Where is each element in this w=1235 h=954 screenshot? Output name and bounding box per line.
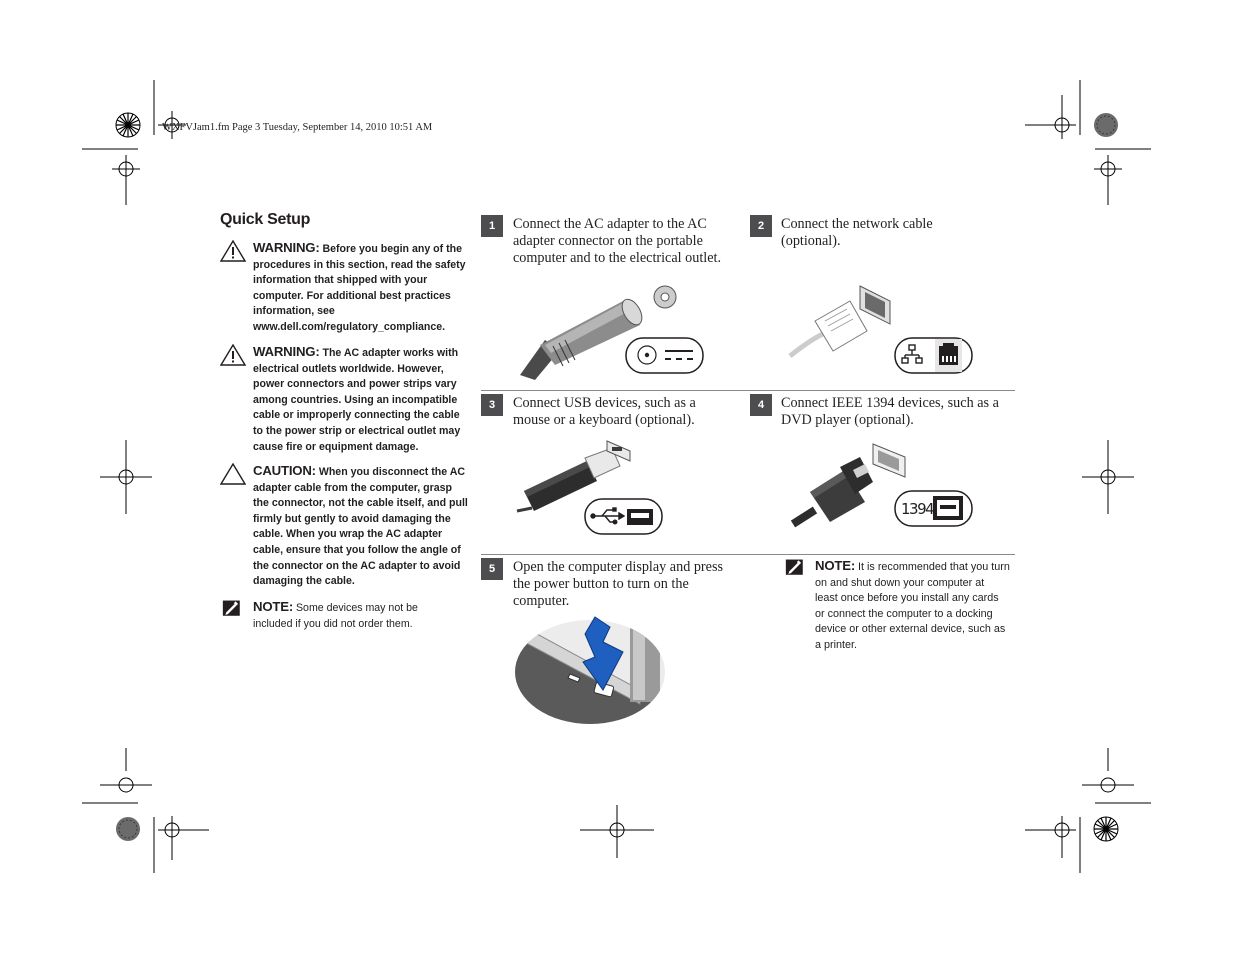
notice-text: Some devices may not be included if you did not order them.	[253, 602, 418, 630]
notice-label: NOTE:	[253, 599, 294, 614]
step-1-badge: 1	[481, 215, 503, 237]
step-2-text: Connect the network cable (optional).	[781, 216, 933, 249]
step-1-text: Connect the AC adapter to the AC adapter connector on the portable computer and to the electrical outlet.	[513, 216, 721, 266]
notice-text: Before you begin any of the procedures in this section, read the safety information that shipped with your computer. For additional best practices information, see www.dell.com/regulatory_compliance.	[253, 243, 466, 333]
notice-label: WARNING:	[253, 240, 320, 255]
row-divider-2	[481, 554, 1015, 555]
caution-notice	[220, 463, 470, 590]
ac-adapter-illustration	[515, 280, 715, 380]
step-3-badge: 3	[481, 394, 503, 416]
ieee1394-port-label: 1394	[901, 500, 934, 518]
step-2-badge: 2	[750, 215, 772, 237]
notice-text: It is recommended that you turn on and shut down your computer at least once before you install any cards or connect the computer to a docking device or other external device, such as a printer.	[815, 561, 1010, 651]
caution-triangle-icon	[220, 463, 246, 485]
section-title: Quick Setup	[220, 211, 311, 228]
step-4-text: Connect IEEE 1394 devices, such as a DVD player (optional).	[781, 395, 999, 428]
ieee1394-illustration	[785, 432, 985, 532]
note-notice	[220, 599, 460, 632]
power-button-illustration	[515, 612, 665, 727]
warning-notice-2	[220, 344, 470, 455]
right-note-notice	[785, 558, 1010, 654]
notice-label: WARNING:	[253, 344, 320, 359]
step-5-badge: 5	[481, 558, 503, 580]
notice-text: When you disconnect the AC adapter cable from the computer, grasp the connector, not the cable itself, and pull firmly but gently to avoid damaging the cable. When you wrap the AC adapter cable, ensure that you follow the angle of the connector on the AC adapter to avoid damaging the cable.	[253, 466, 468, 588]
warning-triangle-icon	[220, 344, 246, 366]
notice-label: NOTE:	[815, 558, 856, 573]
warning-triangle-icon	[220, 240, 246, 262]
usb-illustration	[512, 436, 672, 536]
pencil-note-icon	[785, 558, 807, 578]
file-info-header: WXFVJam1.fm Page 3 Tuesday, September 14, 2010 10:51 AM	[162, 122, 433, 133]
notice-label: CAUTION:	[253, 463, 316, 478]
step-4-badge: 4	[750, 394, 772, 416]
row-divider-1	[481, 390, 1015, 391]
step-3-text: Connect USB devices, such as a mouse or a keyboard (optional).	[513, 395, 696, 428]
step-5-text: Open the computer display and press the power button to turn on the computer.	[513, 559, 723, 609]
pencil-note-icon	[222, 599, 244, 619]
notice-text: The AC adapter works with electrical outlets worldwide. However, power connectors and power strips vary among countries. Using an incompatible cable or improperly connecting the cable to the power strip or electrical outlet may cause fire or equipment damage.	[253, 347, 461, 453]
warning-notice-1	[220, 240, 470, 336]
network-cable-illustration	[785, 276, 985, 376]
